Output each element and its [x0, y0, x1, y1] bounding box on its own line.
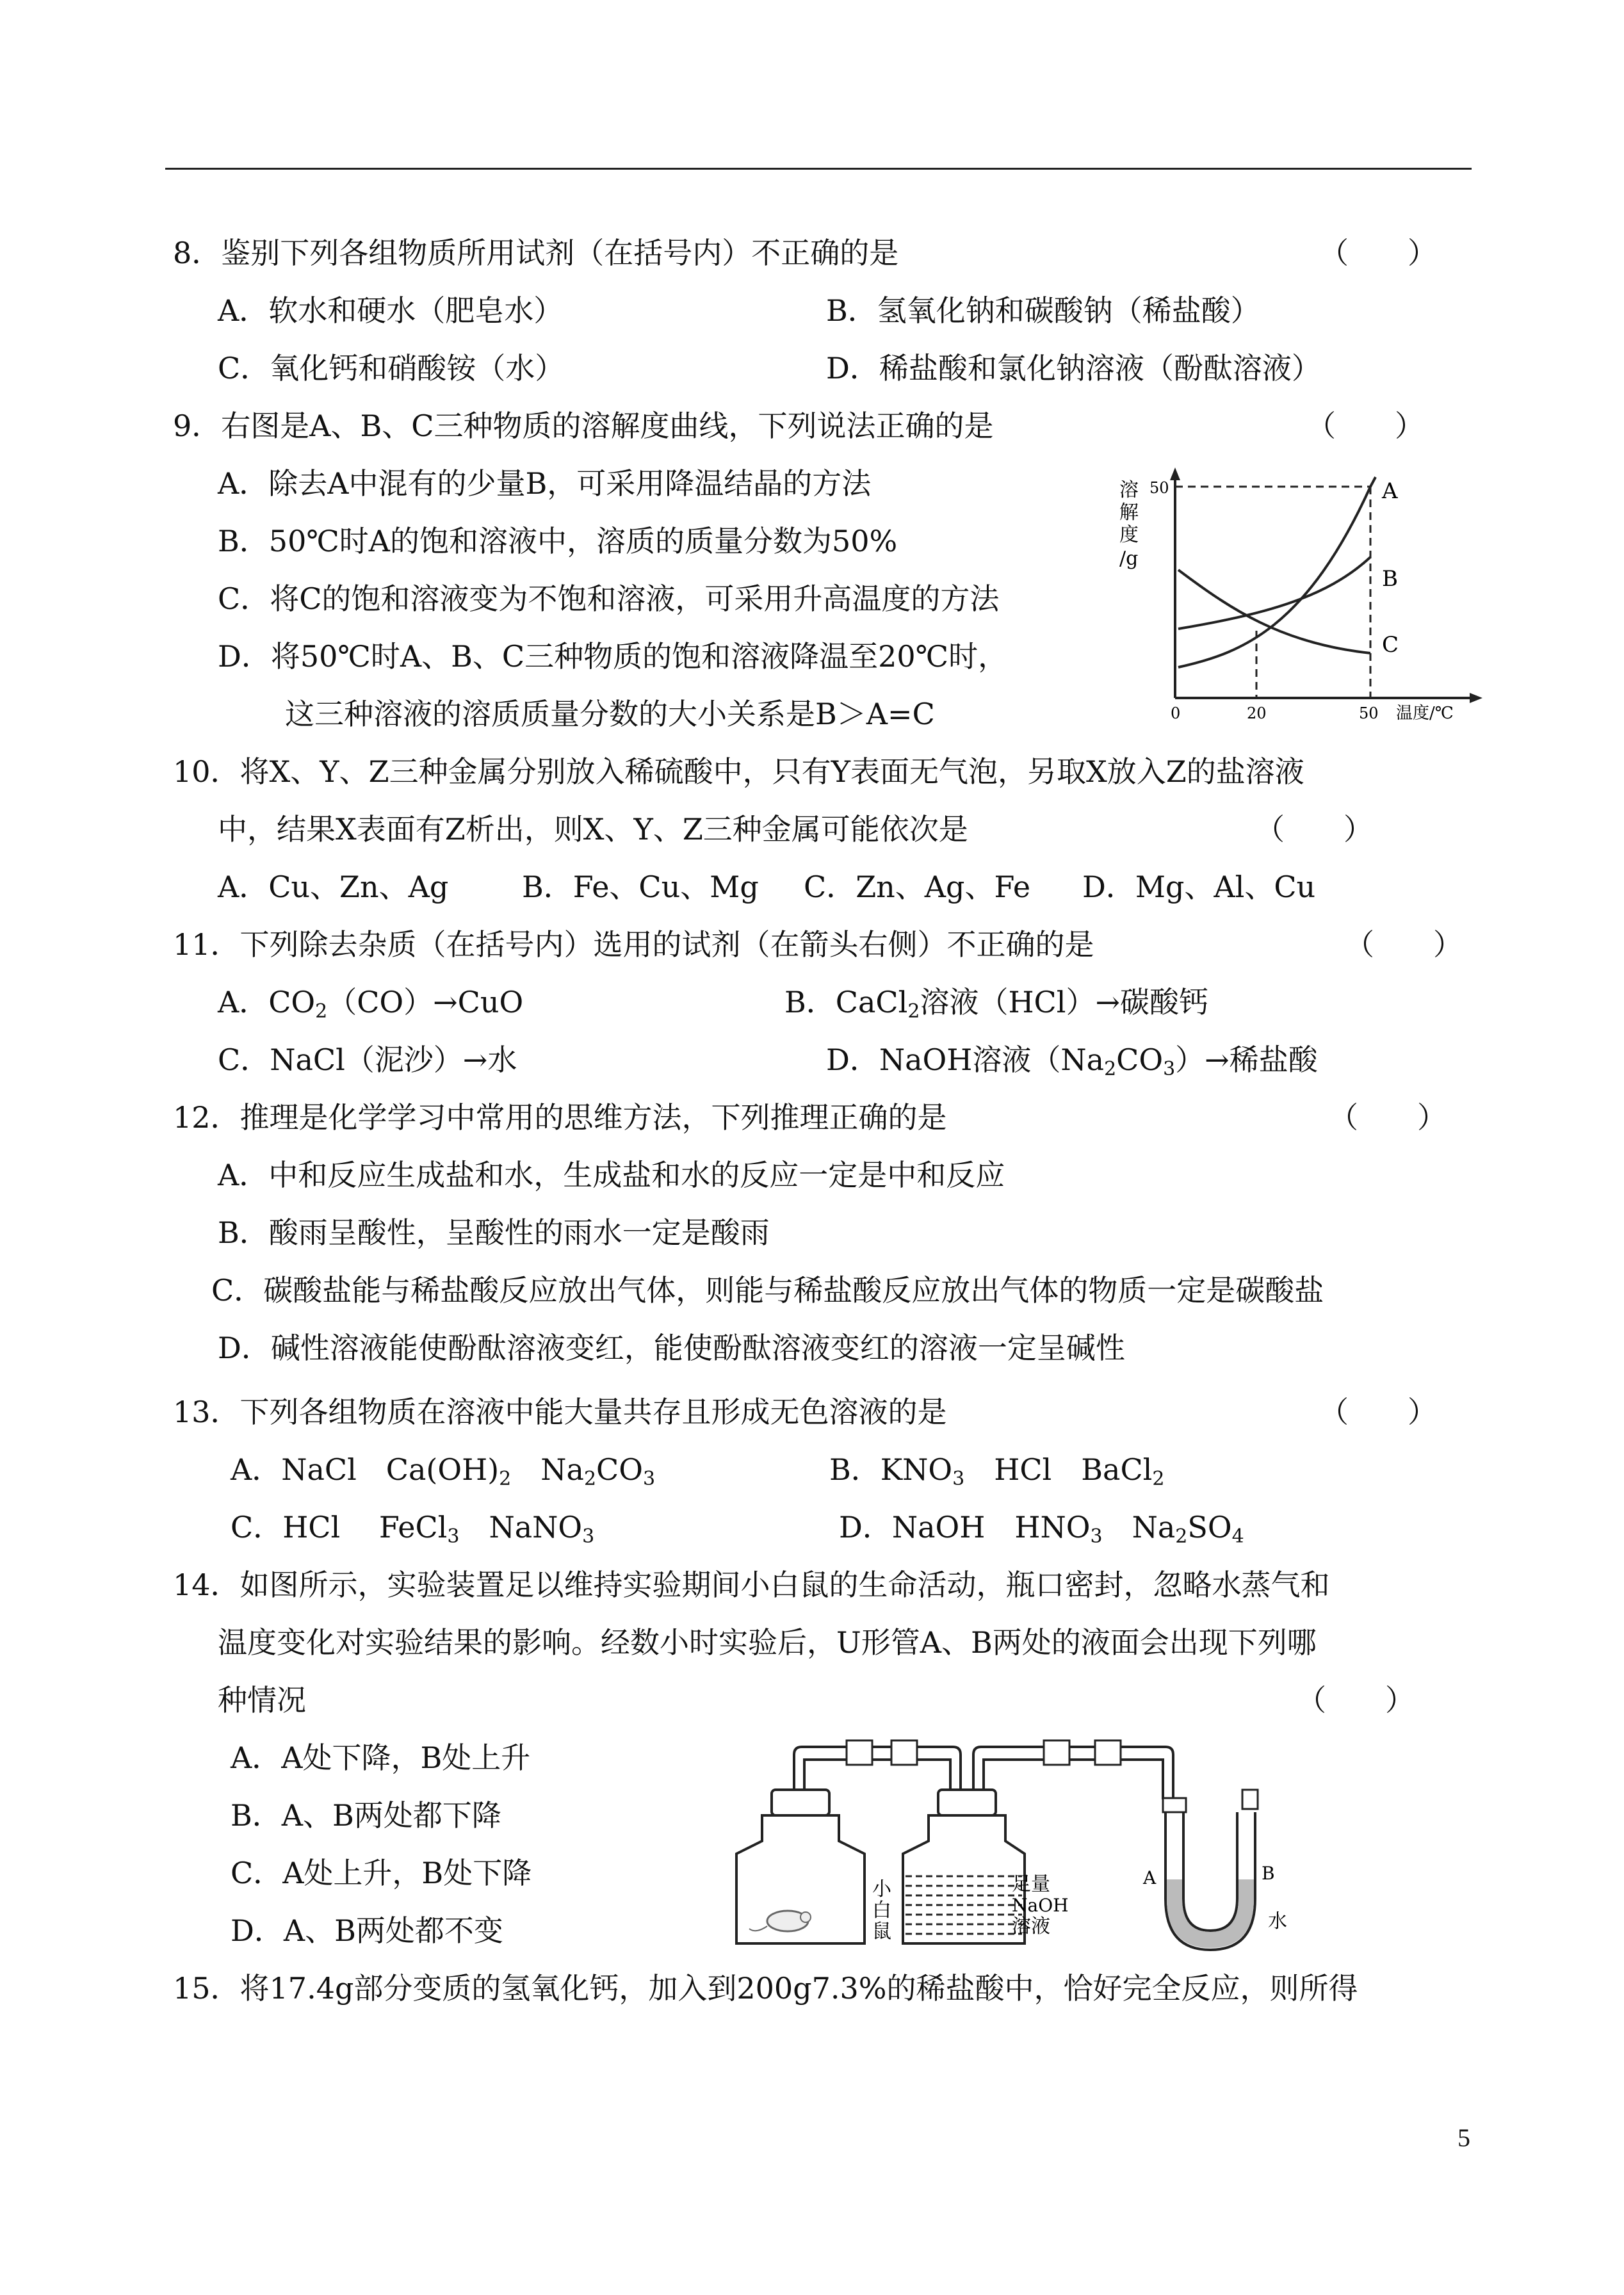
- page-number: 5: [1458, 2123, 1470, 2152]
- q11-answer-blank: （ ）: [1345, 927, 1463, 962]
- q13-option-a: A．NaCl $Ca(OH)_2$ $Na_2CO_3$: [231, 1452, 656, 1490]
- naoh-label-3: 溶液: [1012, 1915, 1050, 1938]
- u-tube-label-a: A: [1143, 1867, 1157, 1888]
- q13-answer-blank: （ ）: [1319, 1395, 1437, 1429]
- naoh-label-2: NaOH: [1012, 1895, 1069, 1916]
- curve-label-b: B: [1382, 566, 1398, 592]
- q14-option-a: A．A处下降，B处上升: [231, 1740, 531, 1775]
- q9-option-a: A．除去A中混有的少量B，可采用降温结晶的方法: [218, 466, 872, 501]
- q15-line1: 15．将17.4g部分变质的氢氧化钙，加入到200g7.3%的稀盐酸中，恰好完全反应，则所得: [173, 1971, 1358, 2006]
- header-rule: [165, 168, 1472, 170]
- mouse-label-3: 鼠: [872, 1920, 891, 1943]
- u-tube-label-b: B: [1262, 1863, 1275, 1884]
- q12-option-d: D．碱性溶液能使酚酞溶液变红，能使酚酞溶液变红的溶液一定呈碱性: [218, 1331, 1125, 1365]
- mouse-label-1: 小: [872, 1878, 891, 1901]
- q13-option-d: D．NaOH $HNO_3$ $Na_2SO_4$: [839, 1510, 1244, 1548]
- q11-option-d: D．NaOH溶液$(Na_2CO_3)\to$稀盐酸: [826, 1042, 1318, 1080]
- curve-label-a: A: [1382, 478, 1398, 504]
- q9-option-c: C．将C的饱和溶液变为不饱和溶液，可采用升高温度的方法: [218, 581, 1000, 616]
- q14-line3: 种情况: [218, 1683, 306, 1717]
- naoh-label-1: 足量: [1012, 1873, 1050, 1895]
- q10-option-a: A．Cu、Zn、Ag: [218, 870, 449, 904]
- solubility-ylabel-1: 溶: [1119, 479, 1139, 501]
- q14-option-d: D．A、B两处都不变: [231, 1913, 503, 1948]
- q8-option-b: B．氢氧化钠和碳酸钠（稀盐酸）: [826, 293, 1260, 328]
- q14-line1: 14．如图所示，实验装置足以维持实验期间小白鼠的生命活动，瓶口密封，忽略水蒸气和: [173, 1568, 1330, 1602]
- x-tick-20: 20: [1247, 704, 1267, 722]
- q9-stem: 9．右图是A、B、C三种物质的溶解度曲线，下列说法正确的是: [173, 409, 994, 443]
- solubility-ylabel-3: 度: [1119, 524, 1139, 546]
- q10-line1: 10．将X、Y、Z三种金属分别放入稀硫酸中，只有Y表面无气泡，另取X放入Z的盐溶液: [173, 754, 1304, 789]
- q12-option-a: A．中和反应生成盐和水，生成盐和水的反应一定是中和反应: [218, 1158, 1005, 1192]
- q12-option-b: B．酸雨呈酸性，呈酸性的雨水一定是酸雨: [218, 1215, 770, 1250]
- x-axis-label: 温度/℃: [1396, 704, 1454, 723]
- q12-answer-blank: （ ）: [1329, 1100, 1447, 1135]
- q9-answer-blank: （ ）: [1306, 409, 1424, 443]
- q11-option-c: C．NaCl（泥沙）→水: [218, 1042, 517, 1077]
- q11-stem: 11．下列除去杂质（在括号内）选用的试剂（在箭头右侧）不正确的是: [173, 927, 1094, 962]
- q8-option-c: C．氧化钙和硝酸铵（水）: [218, 351, 565, 385]
- curve-label-c: C: [1382, 632, 1399, 658]
- q11-option-b: B．CaCl$_2$溶液（HCl）→碳酸钙: [784, 985, 1209, 1023]
- q14-answer-blank: （ ）: [1297, 1683, 1415, 1717]
- q14-option-b: B．A、B两处都下降: [231, 1798, 501, 1833]
- x-tick-50: 50: [1359, 704, 1379, 722]
- q9-option-b: B．50℃时A的饱和溶液中，溶质的质量分数为50%: [218, 524, 898, 558]
- q8-option-a: A．软水和硬水（肥皂水）: [218, 293, 564, 328]
- q14-line2: 温度变化对实验结果的影响。经数小时实验后，U形管A、B两处的液面会出现下列哪: [218, 1625, 1317, 1660]
- q12-stem: 12．推理是化学学习中常用的思维方法，下列推理正确的是: [173, 1100, 947, 1135]
- q9-option-d-line1: D．将50℃时A、B、C三种物质的饱和溶液降温至20℃时，: [218, 639, 1008, 674]
- q9-option-d-line2: 这三种溶液的溶质质量分数的大小关系是B＞A=C: [285, 697, 935, 731]
- q13-option-b: B．$KNO_3$ HCl BaCl$_2$: [829, 1452, 1165, 1490]
- solubility-ylabel-2: 解: [1119, 501, 1139, 524]
- x-tick-0: 0: [1171, 704, 1181, 722]
- q8-answer-blank: （ ）: [1319, 236, 1437, 270]
- solubility-curve-figure: [1114, 461, 1498, 736]
- q10-option-d: D．Mg、Al、Cu: [1082, 870, 1316, 904]
- solubility-ylabel-4: /g: [1119, 547, 1139, 570]
- q12-option-c: C．碳酸盐能与稀盐酸反应放出气体，则能与稀盐酸反应放出气体的物质一定是碳酸盐: [211, 1273, 1324, 1308]
- q8-option-d: D．稀盐酸和氯化钠溶液（酚酞溶液）: [826, 351, 1321, 385]
- y-tick-50: 50: [1149, 479, 1169, 497]
- q11-option-a: A．$CO_2(CO)\to CuO$: [218, 985, 524, 1023]
- q8-stem: 8．鉴别下列各组物质所用试剂（在括号内）不正确的是: [173, 236, 899, 270]
- q10-answer-blank: （ ）: [1255, 812, 1373, 847]
- q14-option-c: C．A处上升，B处下降: [231, 1856, 532, 1890]
- q13-stem: 13．下列各组物质在溶液中能大量共存且形成无色溶液的是: [173, 1395, 947, 1429]
- experiment-apparatus-figure: [724, 1723, 1300, 1972]
- mouse-label-2: 白: [872, 1899, 891, 1922]
- q10-option-b: B．Fe、Cu、Mg: [522, 870, 759, 904]
- q10-line2: 中，结果X表面有Z析出，则X、Y、Z三种金属可能依次是: [218, 812, 968, 847]
- q13-option-c: C．HCl FeCl$_3$ NaNO$_3$: [231, 1510, 595, 1548]
- q10-option-c: C．Zn、Ag、Fe: [804, 870, 1031, 904]
- water-label: 水: [1268, 1910, 1287, 1933]
